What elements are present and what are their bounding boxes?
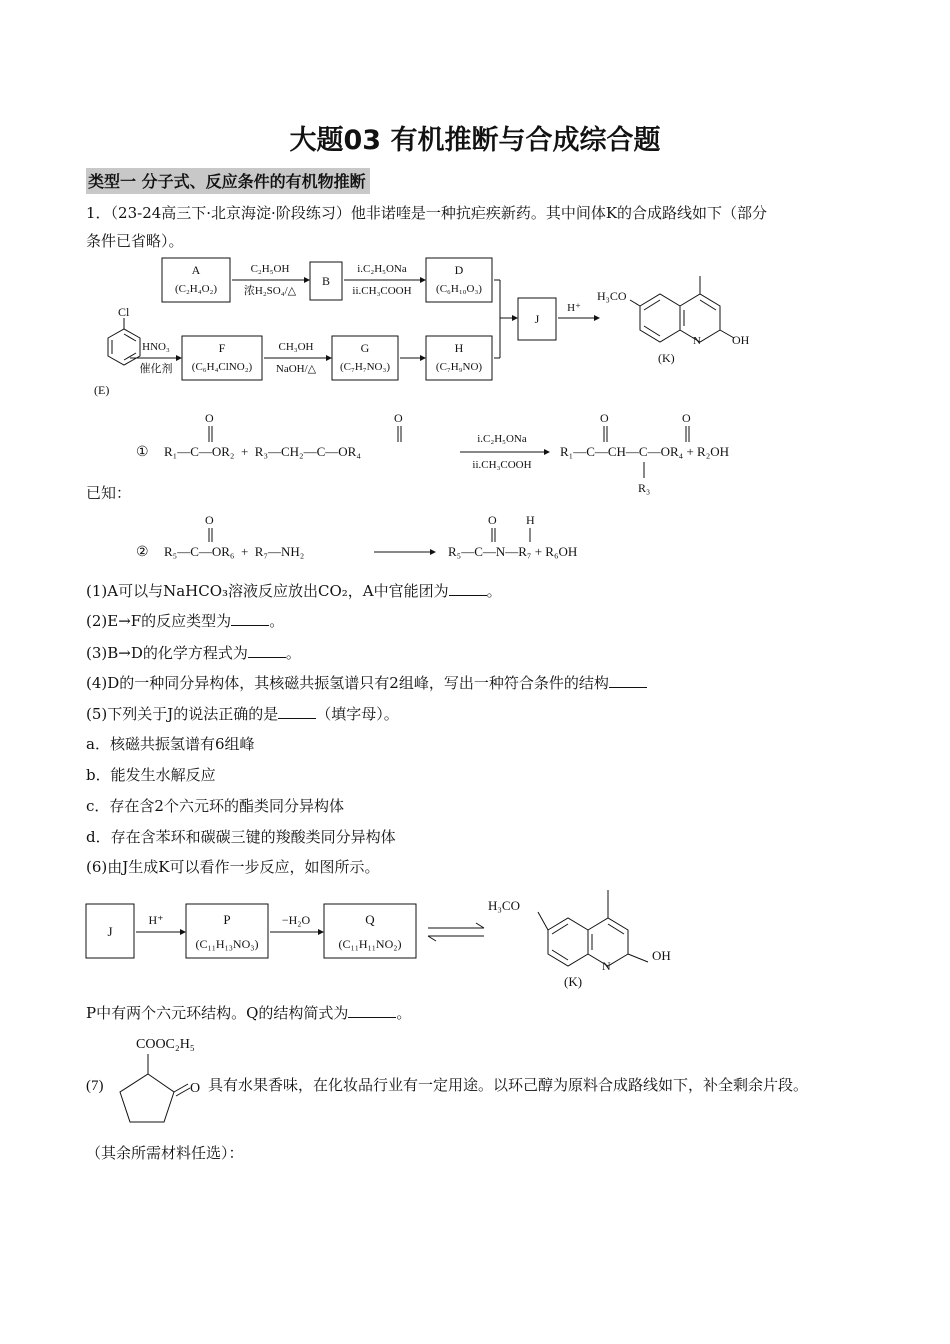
svg-text:i.C₂H₅ONa: i.C₂H₅ONa xyxy=(357,263,407,275)
svg-text:H₃CO: H₃CO xyxy=(488,898,520,913)
page-title: 大题03 有机推断与合成综合题 xyxy=(289,125,661,156)
svg-text:G: G xyxy=(360,341,370,355)
svg-text:HNO₃: HNO₃ xyxy=(142,341,170,353)
svg-text:NaOH/△: NaOH/△ xyxy=(275,363,317,375)
answer-blank[interactable] xyxy=(278,704,316,719)
cyclopentanone-ester-structure xyxy=(84,1030,214,1130)
svg-text:−H₂O: −H₂O xyxy=(281,913,311,927)
svg-text:O: O xyxy=(205,513,214,527)
svg-text:C₂H₅OH: C₂H₅OH xyxy=(250,263,290,275)
answer-blank[interactable] xyxy=(449,581,487,596)
svg-text:O: O xyxy=(682,411,691,425)
svg-text:R₅—C—N—R₇ + R₆OH: R₅—C—N—R₇ + R₆OH xyxy=(448,544,578,559)
svg-text:H: H xyxy=(454,341,464,355)
svg-text:催化剂: 催化剂 xyxy=(139,363,173,375)
question-intro: 1．（23-24高三下·北京海淀·阶段练习）他非诺喹是一种抗疟疾新药。其中间体K的合成路线如下（部分 xyxy=(86,204,768,222)
question-intro-cont: 条件已省略）。 xyxy=(86,232,184,250)
question-7-tail: （其余所需材料任选）： xyxy=(86,1144,244,1162)
svg-text:OH: OH xyxy=(732,333,750,347)
compound-K-structure xyxy=(597,276,750,365)
known-label: 已知： xyxy=(86,484,132,502)
question-4: (4)D的一种同分异构体，其核磁共振氢谱只有2组峰，写出一种符合条件的结构 xyxy=(86,672,647,694)
svg-text:R₃: R₃ xyxy=(638,481,651,495)
svg-text:(C₂H₄O₂): (C₂H₄O₂) xyxy=(174,283,218,295)
svg-text:②: ② xyxy=(136,545,149,560)
svg-text:J: J xyxy=(534,312,540,326)
svg-text:i.C₂H₅ONa: i.C₂H₅ONa xyxy=(477,433,527,445)
svg-text:H: H xyxy=(526,513,535,527)
svg-text:浓H₂SO₄/△: 浓H₂SO₄/△ xyxy=(243,285,297,297)
svg-text:(7): (7) xyxy=(86,1078,104,1094)
svg-text:O: O xyxy=(205,411,214,425)
svg-text:①: ① xyxy=(136,445,149,460)
section-heading: 类型一 分子式、反应条件的有机物推断 xyxy=(86,168,370,194)
option-c: c．存在含2个六元环的酯类同分异构体 xyxy=(86,797,344,815)
svg-text:(C₁₁H₁₁NO₂): (C₁₁H₁₁NO₂) xyxy=(338,937,402,951)
svg-text:H₃CO: H₃CO xyxy=(597,289,627,303)
svg-text:Cl: Cl xyxy=(118,305,130,319)
svg-text:J: J xyxy=(107,924,113,939)
svg-text:D: D xyxy=(454,263,464,277)
known-reaction-2 xyxy=(130,508,690,568)
svg-text:O: O xyxy=(394,411,403,425)
svg-text:CH₃OH: CH₃OH xyxy=(278,341,314,353)
svg-text:R₁—C—OR₂ + R₃—CH₂—C—OR₄: R₁—C—OR₂ + R₃—CH₂—C—OR₄ xyxy=(164,444,361,459)
svg-text:H⁺: H⁺ xyxy=(148,913,164,927)
question-6b: P中有两个六元环结构。Q的结构简式为 。 xyxy=(86,1004,412,1022)
synthesis-scheme xyxy=(80,254,800,404)
svg-text:ii.CH₃COOH: ii.CH₃COOH xyxy=(472,459,532,471)
svg-text:N: N xyxy=(602,959,611,973)
option-a: a．核磁共振氢谱有6组峰 xyxy=(86,735,255,753)
question-7: 具有水果香味，在化妆品行业有一定用途。以环己醇为原料合成路线如下，补全剩余片段。 xyxy=(208,1076,809,1094)
question-5: (5)下列关于J的说法正确的是 （填字母）。 xyxy=(86,705,399,723)
svg-text:H⁺: H⁺ xyxy=(567,302,581,314)
compound-K-structure xyxy=(488,890,671,989)
svg-text:(C₆H₄ClNO₂): (C₆H₄ClNO₂) xyxy=(191,361,253,373)
scheme-J-to-K xyxy=(80,884,700,996)
svg-text:(C₆H₁₀O₃): (C₆H₁₀O₃) xyxy=(436,283,482,295)
svg-text:N: N xyxy=(693,335,701,347)
svg-text:O: O xyxy=(190,1081,201,1096)
question-3: (3)B→D的化学方程式为 。 xyxy=(86,644,301,662)
svg-text:COOC₂H₅: COOC₂H₅ xyxy=(136,1037,195,1052)
svg-text:(K): (K) xyxy=(564,974,583,989)
question-6: (6)由J生成K可以看作一步反应，如图所示。 xyxy=(86,858,380,876)
svg-text:(C₇H₇NO₃): (C₇H₇NO₃) xyxy=(340,361,390,373)
svg-text:ii.CH₃COOH: ii.CH₃COOH xyxy=(352,285,412,297)
option-b: b．能发生水解反应 xyxy=(86,766,216,784)
svg-text:R₁—C—CH—C—OR₄ + R₂OH: R₁—C—CH—C—OR₄ + R₂OH xyxy=(560,444,730,459)
svg-text:Q: Q xyxy=(365,912,375,927)
option-d: d．存在含苯环和碳碳三键的羧酸类同分异构体 xyxy=(86,828,396,846)
question-1: (1)A可以与NaHCO₃溶液反应放出CO₂，A中官能团为 。 xyxy=(86,582,502,600)
answer-blank[interactable] xyxy=(348,1003,396,1018)
svg-text:(K): (K) xyxy=(658,351,675,365)
svg-text:A: A xyxy=(191,263,201,277)
svg-text:(C₇H₉NO): (C₇H₉NO) xyxy=(435,361,483,373)
svg-text:(E): (E) xyxy=(94,383,110,397)
svg-text:O: O xyxy=(488,513,497,527)
answer-blank[interactable] xyxy=(609,673,647,688)
svg-text:O: O xyxy=(600,411,609,425)
answer-blank[interactable] xyxy=(248,643,286,658)
answer-blank[interactable] xyxy=(231,611,269,626)
svg-text:OH: OH xyxy=(652,948,671,963)
known-reaction-1 xyxy=(130,408,820,498)
svg-text:(C₁₁H₁₃NO₃): (C₁₁H₁₃NO₃) xyxy=(195,937,259,951)
svg-text:P: P xyxy=(223,912,231,927)
svg-text:B: B xyxy=(321,274,331,288)
question-2: (2)E→F的反应类型为 。 xyxy=(86,612,285,630)
compound-E-structure xyxy=(94,305,140,397)
svg-text:F: F xyxy=(218,341,226,355)
svg-text:R₅—C—OR₆ + R₇—NH₂: R₅—C—OR₆ + R₇—NH₂ xyxy=(164,544,305,559)
